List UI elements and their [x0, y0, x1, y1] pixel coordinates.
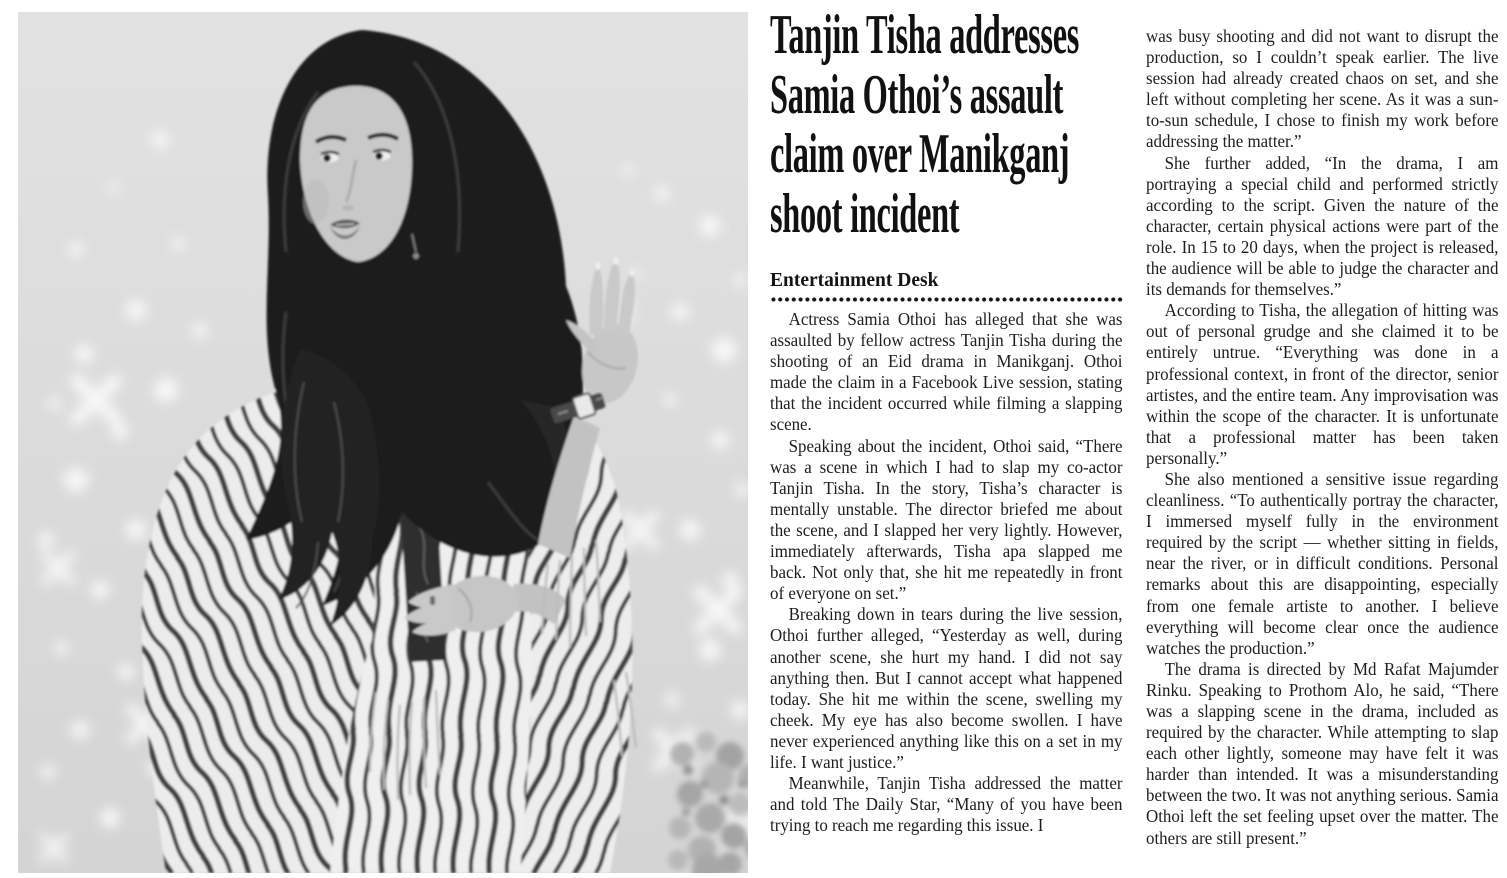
headline: [770, 6, 1124, 244]
article-photo: [18, 12, 748, 873]
portrait-illustration: [18, 12, 748, 873]
byline-dotted-rule: [770, 296, 1123, 303]
article-paragraph: The drama is directed by Md Rafat Majumder Rinku. Speaking to Prothom Alo, he said, “There was a slapping scene in the drama, included as required by the character. While attempting to slap each other lightly, someone may have felt it was harder than intended. It was a misunderstanding between the two. It was not anything serious. Samia Othoi left the set feeling upset over the matter. The others are still present.”: [1146, 658, 1499, 848]
article-paragraph: was busy shooting and did not want to disrupt the production, so I couldn’t speak earlier. The live session had already created chaos on set, and she left without completing her scene. As it was a sun-to-sun schedule, I chose to finish my work before addressing the matter.”: [1146, 26, 1499, 152]
article-column-1: [770, 309, 1122, 836]
byline: Entertainment Desk: [770, 270, 939, 291]
article-paragraph: According to Tisha, the allegation of hitting was out of personal grudge and she claimed it to be entirely untrue. “Everything was done in a professional context, in front of the director, senior artistes, and the entire team. Any improvisation was within the scope of the character. It is unfortunate that a professional matter has been taken personally.”: [1146, 300, 1499, 468]
article-paragraph: Breaking down in tears during the live session, Othoi further alleged, “Yesterday as well, during another scene, she hurt my hand. I did not say anything then. But I cannot accept what happened today. She hit me within the scene, swelling my cheek. My eye has also become swollen. I have never experienced anything like this on a set in my life. I want justice.”: [770, 604, 1123, 772]
headline-line: shoot incident: [770, 182, 960, 245]
headline-line: claim over Manikganj: [770, 123, 1070, 185]
headline-line: Samia Othoi’s assault: [770, 63, 1064, 126]
article-column-2: [1146, 26, 1498, 849]
article-paragraph: Speaking about the incident, Othoi said, “There was a scene in which I had to slap my co-actor Tanjin Tisha. In the story, Tisha’s character is mentally unstable. The director briefed me about the scene, and I slapped her very lightly. However, immediately afterwards, Tisha apa slapped me back. Not only that, she hit me repeatedly in front of everyone on set.”: [770, 435, 1123, 604]
article-paragraph: Meanwhile, Tanjin Tisha addressed the matter and told The Daily Star, “Many of you have been trying to reach me regarding this issue. I: [770, 773, 1123, 836]
article-paragraph: Actress Samia Othoi has alleged that she was assaulted by fellow actress Tanjin Tisha during the shooting of an Eid drama in Manikganj. Othoi made the claim in a Facebook Live session, stating that the incident occurred while filming a slapping scene.: [770, 309, 1123, 435]
article-paragraph: She also mentioned a sensitive issue regarding cleanliness. “To authentically portray the character, I immersed myself fully in the environment required by the script — whether sitting in fields, near the river, or in difficult conditions. Personal remarks about this are disappointing, especially from one female artiste to another. I believe everything will become clear once the audience watches the production.”: [1146, 468, 1499, 658]
headline-line: Tanjin Tisha addresses: [770, 4, 1080, 66]
article-paragraph: She further added, “In the drama, I am portraying a special child and performed strictly according to the script. Given the nature of the character, certain physical actions were part of the role. In 15 to 20 days, when the project is released, the audience will be able to judge the character and its demands for themselves.”: [1146, 152, 1499, 300]
